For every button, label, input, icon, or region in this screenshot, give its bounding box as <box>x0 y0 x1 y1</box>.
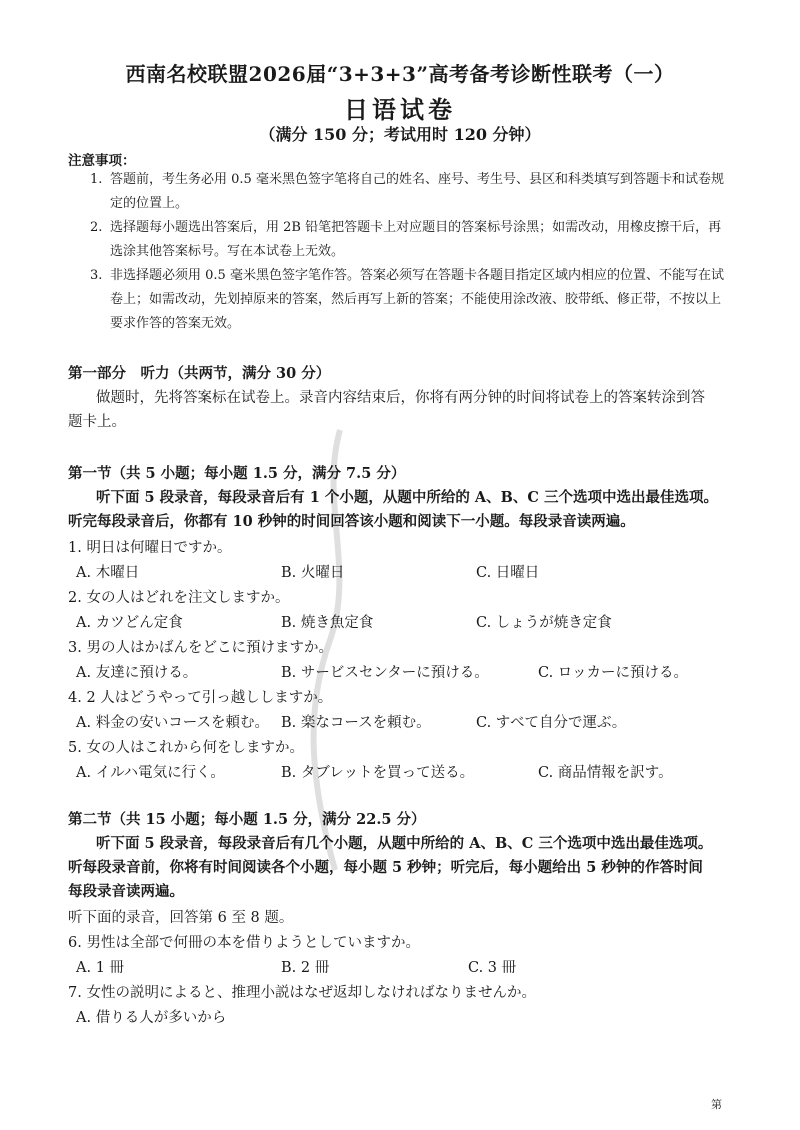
option-b: B. タブレットを買って送る。 <box>281 765 475 781</box>
notice-item-text: 选择题每小题选出答案后，用 2B 铅笔把答题卡上对应题目的答案标号涂黑；如需改动，用橡皮擦干后，再 <box>110 220 722 235</box>
section2-instructions <box>68 832 736 904</box>
option-a: A. イルハ電気に行く。 <box>76 765 225 781</box>
exam-subject: 日语试卷 <box>344 95 456 124</box>
option-a: A. 借りる人が多いから <box>76 1010 227 1026</box>
section2-heading: 第二节（共 15 小题；每小题 1.5 分，满分 22.5 分） <box>68 811 426 828</box>
notice-item-3 <box>68 264 734 336</box>
option-a: A. 1 冊 <box>76 960 125 976</box>
notice-item-number: 3. <box>90 268 103 283</box>
section1-instr-line: 听完每段录音后，你都有 10 秒钟的时间回答该小题和阅读下一小题。每段录音读两遍。 <box>68 513 635 530</box>
notice-item-text: 非选择题必须用 0.5 毫米黑色签字笔作答。答案必须写在答题卡各题目指定区域内相应的位置、不能写在试 <box>110 268 724 283</box>
option-c: C. すべて自分で運ぶ。 <box>476 715 627 731</box>
notice-item-text: 选涂其他答案标号。写在本试卷上无效。 <box>110 244 345 259</box>
option-b: B. 焼き魚定食 <box>281 615 374 631</box>
notice-item-1 <box>68 168 734 216</box>
part1-heading: 第一部分 听力（共两节，满分 30 分） <box>68 365 331 382</box>
option-c: C. 商品情報を訳す。 <box>538 765 673 781</box>
question-6: 6. 男性は全部で何冊の本を借りようとしていますか。 <box>68 935 420 951</box>
option-c: C. ロッカーに預ける。 <box>538 665 689 681</box>
section2-instr-line: 每段录音读两遍。 <box>68 883 184 900</box>
notice-item-text: 要求作答的答案无效。 <box>110 316 241 331</box>
exam-title: 西南名校联盟2026届“3+3+3”高考备考诊断性联考（一） <box>125 62 675 86</box>
option-b: B. 2 冊 <box>281 960 330 976</box>
question-1: 1. 明日は何曜日ですか。 <box>68 540 232 556</box>
section2-instr-line: 听每段录音前，你将有时间阅读各个小题，每小题 5 秒钟；听完后，每小题给出 5 秒钟的作答时间 <box>68 859 703 876</box>
part1-intro <box>68 386 736 434</box>
section2-sub-instruction: 听下面的录音，回答第 6 至 8 题。 <box>68 910 294 926</box>
notice-item-number: 1. <box>90 172 103 187</box>
page-number-label: 第 <box>711 1098 722 1111</box>
question-5: 5. 女の人はこれから何をしますか。 <box>68 740 304 756</box>
notice-item-2 <box>68 216 734 264</box>
option-c: C. しょうが焼き定食 <box>476 615 612 631</box>
option-a: A. 料金の安いコースを頼む。 <box>76 715 269 731</box>
notice-item-text: 卷上；如需改动，先划掉原来的答案，然后再写上新的答案；不能使用涂改液、胶带纸、修正带，不按以上 <box>110 292 722 307</box>
question-3: 3. 男の人はかばんをどこに預けますか。 <box>68 640 333 656</box>
notice-item-number: 2. <box>90 220 103 235</box>
notice-heading: 注意事项： <box>68 153 136 169</box>
notice-item-text: 定的位置上。 <box>110 196 189 211</box>
option-b: B. 火曜日 <box>281 565 345 581</box>
option-b: B. 楽なコースを頼む。 <box>281 715 431 731</box>
section1-instructions <box>68 486 736 534</box>
question-2: 2. 女の人はどれを注文しますか。 <box>68 590 290 606</box>
option-b: B. サービスセンターに預ける。 <box>281 665 489 681</box>
option-c: C. 日曜日 <box>476 565 540 581</box>
section2-instr-line: 听下面 5 段录音，每段录音后有几个小题，从题中所给的 A、B、C 三个选项中选出最佳选项。 <box>96 835 713 852</box>
section1-instr-line: 听下面 5 段录音，每段录音后有 1 个小题，从题中所给的 A、B、C 三个选项中选出最佳选项。 <box>96 489 719 506</box>
question-7: 7. 女性の説明によると、推理小説はなぜ返却しなければなりませんか。 <box>68 985 536 1001</box>
option-a: A. 友達に預ける。 <box>76 665 198 681</box>
part1-intro-line: 题卡上。 <box>68 414 126 430</box>
question-4: 4. 2 人はどうやって引っ越ししますか。 <box>68 690 333 706</box>
option-c: C. 3 冊 <box>468 960 517 976</box>
option-a: A. カツどん定食 <box>76 615 183 631</box>
section1-heading: 第一节（共 5 小题；每小题 1.5 分，满分 7.5 分） <box>68 465 406 482</box>
exam-score-time: （满分 150 分；考试用时 120 分钟） <box>259 125 541 144</box>
part1-intro-line: 做题时，先将答案标在试卷上。录音内容结束后，你将有两分钟的时间将试卷上的答案转涂到答 <box>96 390 705 406</box>
option-a: A. 木曜日 <box>76 565 140 581</box>
notice-item-text: 答题前，考生务必用 0.5 毫米黑色签字笔将自己的姓名、座号、考生号、县区和科类填写到答题卡和试卷规 <box>110 172 724 187</box>
